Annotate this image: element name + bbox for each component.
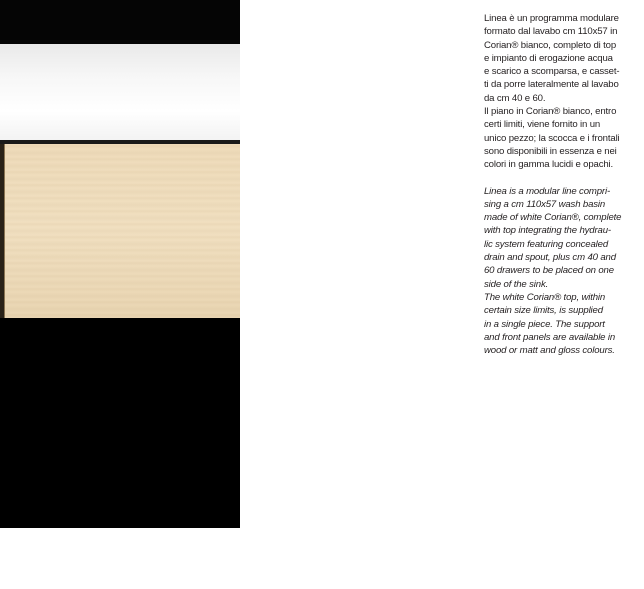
product-photo	[0, 0, 240, 528]
paragraph-spacer	[484, 172, 632, 185]
photo-dark-base	[0, 318, 240, 528]
description-column	[484, 12, 632, 357]
english-paragraph-1: Linea is a modular line compri- sing a cm 110x57 wash basin made of white Corian®, complete with top integrating the hydrau- lic system featuring concealed drain and spout, plus cm 40 and 60 drawers to be placed on one side of the sink.	[484, 185, 622, 290]
corian-top-surface	[0, 44, 240, 140]
italian-paragraph-2: Il piano in Corian® bianco, entro certi limiti, viene fornito in un unico pezzo; la scocca e i frontali sono disponibili in essenza e nei colori in gamma lucidi e opachi.	[484, 106, 620, 171]
english-paragraph-2: The white Corian® top, within certain size limits, is supplied in a single piece. The support and front panels are available in wood or matt and gloss colours.	[484, 291, 616, 357]
photo-dark-band	[0, 0, 240, 44]
wood-drawer-front	[4, 144, 240, 318]
italian-paragraph-1: Linea è un programma modulare formato dal lavabo cm 110x57 in Corian® bianco, completo di top e impianto di erogazione acqua e scarico a scomparsa, e casset- ti da porre lateralmente al lavabo da cm 40 e 60.	[484, 13, 620, 104]
